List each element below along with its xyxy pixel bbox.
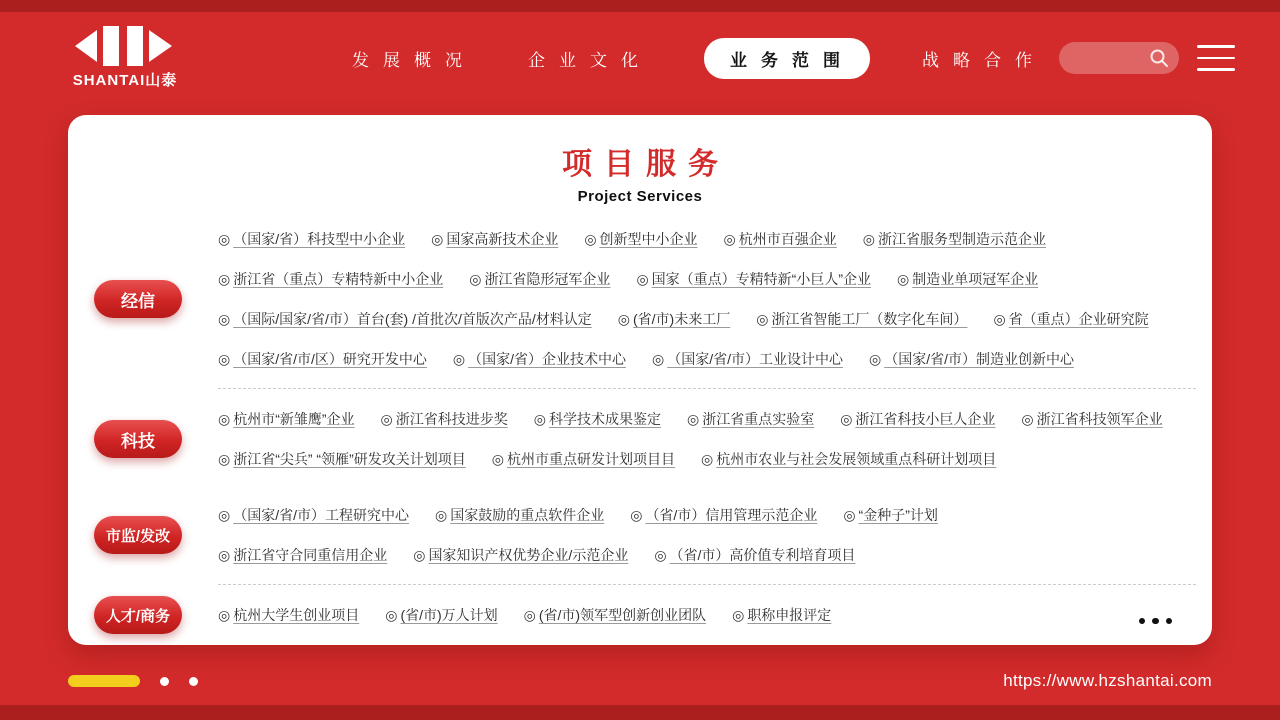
footer [68,669,1212,693]
service-item-label: 浙江省智能工厂（数字化车间） [771,311,968,327]
nav-item-strategic-cooperation[interactable]: 战略合作 [922,50,1046,70]
service-item-label: （国家/省/市/区）研究开发中心 [233,351,427,367]
section-rows [218,595,1212,635]
service-row [218,399,1196,439]
ring-bullet-icon: ◎ [218,231,231,247]
service-item-label: 科学技术成果鉴定 [548,411,661,427]
service-item[interactable] [843,505,938,525]
service-row [218,439,1196,479]
more-ellipsis-icon[interactable] [1139,618,1173,625]
service-row [218,339,1196,379]
service-item[interactable] [654,545,855,565]
ring-bullet-icon: ◎ [732,607,745,623]
service-item-label: 浙江省（重点）专精特新中小企业 [233,271,444,287]
service-item[interactable] [385,605,497,625]
service-item-label: （国家/省）企业技术中心 [468,351,626,367]
ring-bullet-icon: ◎ [630,507,643,523]
pagination-active-bar[interactable] [68,675,140,687]
service-item-label: （省/市）高价值专利培育项目 [669,547,856,563]
service-item-label: 浙江省守合同重信用企业 [233,547,388,563]
service-item-label: 国家鼓励的重点软件企业 [450,507,605,523]
ring-bullet-icon: ◎ [617,311,630,327]
page-title: 项目服务 [562,148,730,181]
ring-bullet-icon: ◎ [380,411,393,427]
service-item-label: 杭州大学生创业项目 [233,607,360,623]
brand-text: SHANTAI山泰 [72,72,178,89]
service-item-label: “金种子”计划 [858,507,938,523]
service-item[interactable] [863,229,1046,249]
service-item[interactable] [618,309,730,329]
header [0,12,1280,104]
ring-bullet-icon: ◎ [218,451,231,467]
service-item-label: 浙江省科技领军企业 [1036,411,1163,427]
brand-logo-icon [75,26,175,66]
service-item[interactable] [435,505,604,525]
service-item-label: 浙江省隐形冠军企业 [484,271,611,287]
ring-bullet-icon: ◎ [869,351,882,367]
service-section [68,219,1212,379]
search-icon[interactable] [1149,48,1169,68]
service-item-label: 浙江省科技进步奖 [395,411,508,427]
category-pill-column [68,420,218,458]
service-section [68,495,1212,575]
service-item[interactable] [897,269,1038,289]
ring-bullet-icon: ◎ [218,547,231,563]
page-subtitle: Project Services [577,188,703,205]
service-item[interactable] [630,505,817,525]
top-strip [0,0,1280,12]
service-item-label: (省/市)未来工厂 [633,311,731,327]
service-item[interactable] [869,349,1074,369]
service-item-label: 制造业单项冠军企业 [912,271,1039,287]
service-item[interactable] [652,349,843,369]
ring-bullet-icon: ◎ [723,231,736,247]
hamburger-line [1197,45,1235,48]
section-rows [218,399,1212,479]
ring-bullet-icon: ◎ [654,547,667,563]
hamburger-line [1197,57,1235,60]
service-item-label: 浙江省“尖兵” “领雁”研发攻关计划项目 [233,451,466,467]
ring-bullet-icon: ◎ [218,271,231,287]
service-item[interactable] [724,229,837,249]
service-item[interactable] [636,269,871,289]
dashed-divider [218,584,1196,585]
ring-bullet-icon: ◎ [218,311,231,327]
dot [1139,618,1146,625]
ring-bullet-icon: ◎ [523,607,536,623]
service-row [218,495,1196,535]
category-pill-column [68,516,218,554]
service-item-label: （国家/省/市）工业设计中心 [667,351,843,367]
service-item[interactable] [756,309,967,329]
ring-bullet-icon: ◎ [533,411,546,427]
service-item-label: （国家/省/市）工程研究中心 [233,507,409,523]
service-section [68,399,1212,479]
service-item-label: 杭州市重点研发计划项目目 [506,451,675,467]
search-box[interactable] [1059,42,1179,74]
ring-bullet-icon: ◎ [435,507,448,523]
ring-bullet-icon: ◎ [584,231,597,247]
ring-bullet-icon: ◎ [218,507,231,523]
ring-bullet-icon: ◎ [1021,411,1034,427]
ring-bullet-icon: ◎ [896,271,910,287]
ring-bullet-icon: ◎ [218,351,231,367]
service-row [218,259,1196,299]
category-pill[interactable] [94,596,182,634]
service-item-label: （国际/国家/省/市）首台(套) /首批次/首版次产品/材料认定 [233,311,592,327]
service-item[interactable] [218,309,592,329]
service-item[interactable] [524,605,706,625]
dot [1152,618,1159,625]
service-item[interactable] [218,605,359,625]
service-item-label: （国家/省）科技型中小企业 [233,231,406,247]
service-item[interactable] [701,449,996,469]
service-item-label: 浙江省科技小巨人企业 [855,411,996,427]
service-item-label: (省/市)万人计划 [400,607,498,623]
service-item[interactable] [1021,409,1162,429]
ring-bullet-icon: ◎ [756,311,769,327]
service-item[interactable] [469,269,610,289]
nav-item-business-scope[interactable]: 业务范围 [704,38,870,79]
ring-bullet-icon: ◎ [862,231,875,247]
service-item[interactable] [993,309,1148,329]
ring-bullet-icon: ◎ [469,271,482,287]
service-item[interactable] [687,409,814,429]
service-item-label: 浙江省服务型制造示范企业 [877,231,1046,247]
service-item-label: 杭州市“新雏鹰”企业 [233,411,355,427]
dashed-divider [218,388,1196,389]
service-item[interactable] [218,505,409,525]
ring-bullet-icon: ◎ [843,507,856,523]
ring-bullet-icon: ◎ [491,451,504,467]
service-item-label: （省/市）信用管理示范企业 [645,507,818,523]
ring-bullet-icon: ◎ [385,607,398,623]
service-item-label: 浙江省重点实验室 [702,411,815,427]
ring-bullet-icon: ◎ [686,411,700,427]
bottom-strip [0,705,1280,720]
section-rows [218,219,1212,379]
service-row [218,299,1196,339]
category-pill-label: 科技 [121,431,155,451]
service-item[interactable] [218,545,387,565]
services-card [68,115,1212,645]
category-pill[interactable] [94,516,182,554]
category-pill-column [68,280,218,318]
nav-item-development-overview[interactable]: 发展概况 [352,50,476,70]
search-input[interactable] [1071,42,1155,74]
ring-bullet-icon: ◎ [993,311,1006,327]
service-item-label: (省/市)领军型创新创业团队 [538,607,707,623]
service-item[interactable] [840,409,995,429]
ring-bullet-icon: ◎ [431,231,444,247]
service-section [68,595,1212,635]
ring-bullet-icon: ◎ [636,271,649,287]
service-item[interactable] [431,229,558,249]
hamburger-menu-icon[interactable] [1197,45,1235,71]
category-pill-label: 市监/发改 [105,527,171,545]
service-row [218,595,1196,635]
brand-logo[interactable] [70,26,180,90]
ring-bullet-icon: ◎ [452,351,466,367]
category-pill[interactable] [94,420,182,458]
pagination-dot[interactable] [160,677,169,686]
service-item[interactable] [218,449,466,469]
service-item[interactable] [732,605,831,625]
hamburger-line [1197,68,1235,71]
category-pill-label: 经信 [121,291,155,311]
service-item[interactable] [218,229,405,249]
service-item-label: 国家知识产权优势企业/示范企业 [428,547,629,563]
services-sections [68,219,1212,635]
ring-bullet-icon: ◎ [218,607,231,623]
site-url[interactable]: https://www.hzshantai.com [1003,671,1212,690]
service-item-label: 省（重点）企业研究院 [1008,311,1149,327]
service-item-label: 国家高新技术企业 [446,231,559,247]
service-row [218,535,1196,575]
main-nav [352,38,1046,79]
service-item[interactable] [584,229,697,249]
ring-bullet-icon: ◎ [840,411,853,427]
ring-bullet-icon: ◎ [218,411,231,427]
service-item[interactable] [381,409,508,429]
ring-bullet-icon: ◎ [413,547,426,563]
service-item-label: （国家/省/市）制造业创新中心 [884,351,1074,367]
ring-bullet-icon: ◎ [700,451,714,467]
carousel-pagination [68,675,198,687]
service-item-label: 国家（重点）专精特新“小巨人”企业 [651,271,871,287]
service-item-label: 杭州市农业与社会发展领域重点科研计划项目 [716,451,997,467]
service-item[interactable] [492,449,675,469]
service-item[interactable] [534,409,661,429]
service-item-label: 创新型中小企业 [599,231,698,247]
service-row [218,219,1196,259]
service-item[interactable] [413,545,628,565]
service-item-label: 杭州市百强企业 [738,231,837,247]
service-item[interactable] [218,409,355,429]
category-pill-column [68,596,218,634]
service-item[interactable] [453,349,626,369]
service-item[interactable] [218,349,427,369]
category-pill-label: 人才/商务 [105,607,171,625]
pagination-dot[interactable] [189,677,198,686]
ring-bullet-icon: ◎ [652,351,665,367]
service-item[interactable] [218,269,443,289]
dot [1166,618,1173,625]
nav-item-corporate-culture[interactable]: 企业文化 [528,50,652,70]
service-item-label: 职称申报评定 [747,607,832,623]
category-pill[interactable] [94,280,182,318]
section-rows [218,495,1212,575]
